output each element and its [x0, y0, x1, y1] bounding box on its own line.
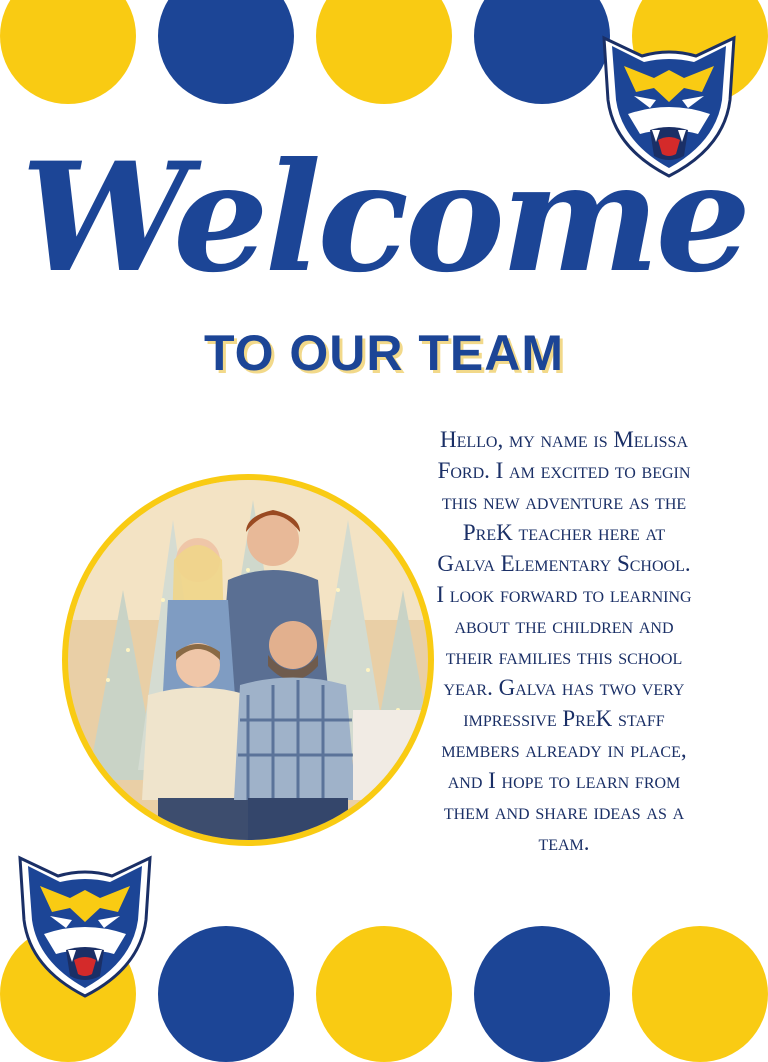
decor-dot-blue	[158, 926, 294, 1062]
family-photo	[68, 480, 428, 840]
decor-dot-yellow	[0, 0, 136, 104]
wildcat-mascot-icon	[10, 850, 160, 1000]
page-subtitle: TO OUR TEAM	[203, 325, 565, 381]
decor-dot-yellow	[316, 0, 452, 104]
decor-dot-yellow	[632, 926, 768, 1062]
decor-dot-blue	[158, 0, 294, 104]
page-title: Welcome	[20, 130, 748, 306]
bio-text: Hello, my name is Melissa Ford. I am excited to begin this new adventure as the PreK teacher here at Galva Elementary School. I look forward to learning about the children and their families this school year. Galva has two very impressive PreK staff members already in place, and I hope to learn from them and share ideas as a team.	[436, 427, 692, 855]
decor-dot-blue	[474, 926, 610, 1062]
decor-dot-blue	[474, 0, 610, 104]
decor-dot-yellow	[316, 926, 452, 1062]
photo-frame	[62, 474, 434, 846]
